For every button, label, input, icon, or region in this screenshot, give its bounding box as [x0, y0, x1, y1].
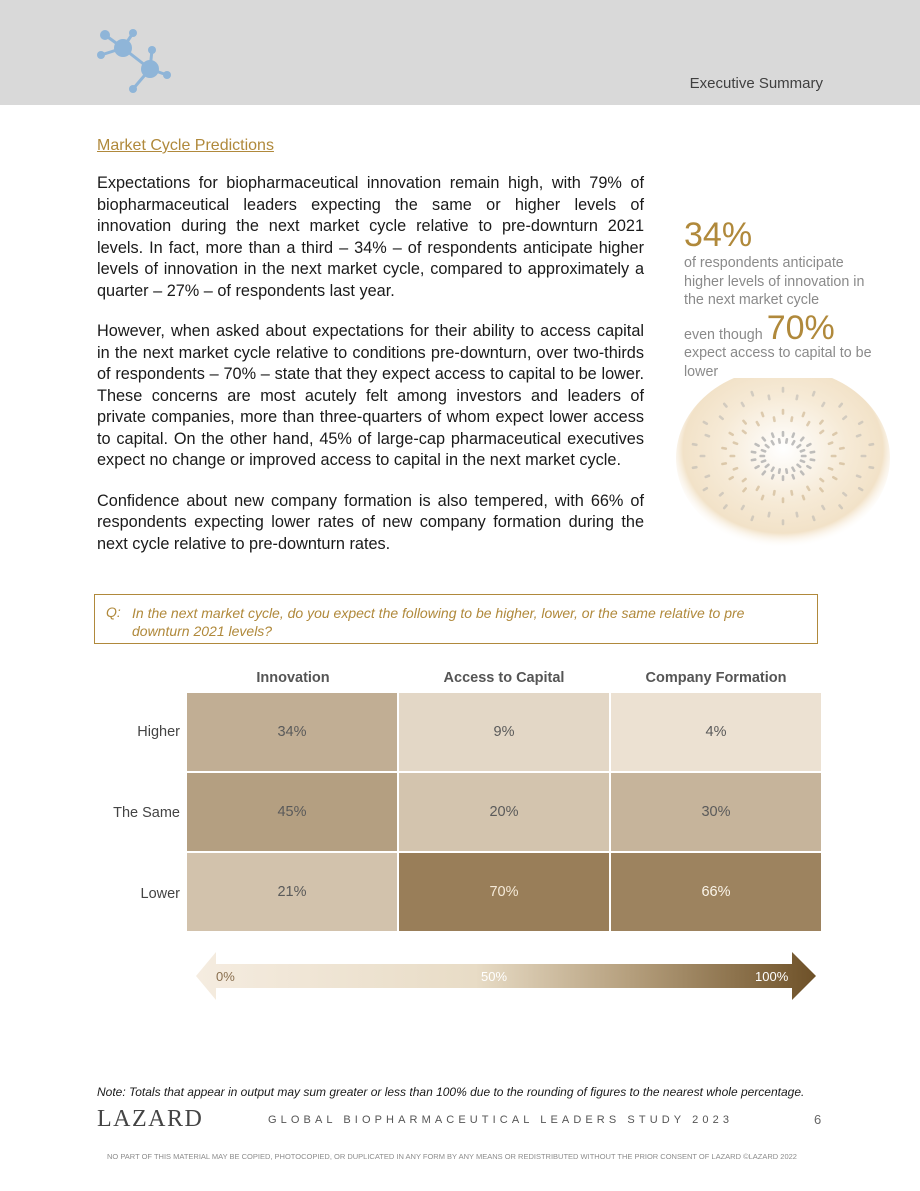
heatmap-cell-lower-access-to-capital: 70% — [399, 853, 609, 931]
section-label: Executive Summary — [689, 75, 823, 92]
stat-capital: 70% — [766, 308, 835, 347]
lazard-logo: LAZARD — [97, 1106, 204, 1132]
scale-label-min: 0% — [216, 969, 235, 984]
paragraph-1: Expectations for biopharmaceutical innovation remain high, with 79% of biopharmaceutical leaders expecting the same or higher levels of innovation during the next market cycle relative to pre-downturn 2021 levels. In fact, more than a third – 34% – of respondents anticipate higher levels of innovation in the next market cycle, compared to approximately a quarter – 27% – of respondents last year. — [97, 174, 644, 300]
question-label: Q: — [106, 604, 121, 620]
row-header-lower: Lower — [140, 886, 180, 902]
capsule-shape — [782, 409, 785, 415]
heatmap-cell-the-same-company-formation: 30% — [611, 773, 821, 851]
scale-label-max: 100% — [755, 969, 789, 984]
capsule-shape — [861, 455, 867, 458]
heatmap-cell-higher-access-to-capital: 9% — [399, 693, 609, 771]
capsule-shape — [782, 519, 785, 525]
capsule-shape — [729, 455, 735, 458]
heatmap-cell-lower-company-formation: 66% — [611, 853, 821, 931]
heatmap-cell-lower-innovation: 21% — [187, 853, 397, 931]
page-number: 6 — [814, 1112, 822, 1127]
study-title: GLOBAL BIOPHARMACEUTICAL LEADERS STUDY 2023 — [268, 1114, 734, 1126]
heatmap-cell-higher-innovation: 34% — [187, 693, 397, 771]
capsule-burst-image — [676, 378, 890, 548]
row-header-higher: Higher — [137, 724, 180, 740]
stat-callout — [684, 216, 874, 381]
stat-innovation-text: of respondents anticipate higher levels of innovation in the next market cycle — [684, 255, 865, 308]
row-header-the-same: The Same — [113, 805, 180, 821]
column-header-access-to-capital: Access to Capital — [443, 670, 565, 686]
page-header — [0, 0, 920, 105]
capsule-shape — [782, 431, 785, 437]
question-text: In the next market cycle, do you expect the following to be higher, lower, or the same relative to pre downturn 2021 levels? — [132, 605, 745, 639]
column-header-company-formation: Company Formation — [645, 670, 787, 686]
scale-label-mid: 50% — [481, 969, 508, 984]
heatmap-cell-the-same-access-to-capital: 20% — [399, 773, 609, 851]
stat-connector: even though — [684, 326, 763, 343]
disclaimer: NO PART OF THIS MATERIAL MAY BE COPIED, PHOTOCOPIED, OR DUPLICATED IN ANY FORM BY ANY MEANS OR REDISTRIBUTED WITHOUT THE PRIOR CONSENT OF LAZARD ©LAZARD 2022 — [107, 1152, 797, 1161]
stat-innovation: 34% — [684, 216, 753, 254]
capsule-shape — [782, 387, 785, 393]
molecule-icon — [95, 25, 175, 97]
capsule-shape — [831, 455, 837, 458]
capsule-shape — [782, 475, 785, 481]
body-text — [97, 173, 644, 574]
stat-capital-text: expect access to capital to be lower — [684, 345, 872, 380]
stat-capital-row — [684, 308, 874, 347]
paragraph-3: Confidence about new company formation is also tempered, with 66% of respondents expecting lower rates of new company formation during the next cycle relative to pre-downturn rates. — [97, 491, 644, 553]
capsule-shape — [700, 455, 706, 458]
capsule-shape — [801, 455, 807, 458]
capsule-shape — [782, 497, 785, 503]
footnote: Note: Totals that appear in output may sum greater or less than 100% due to the rounding of figures to the nearest whole percentage. — [97, 1085, 805, 1099]
survey-question — [94, 594, 818, 644]
column-header-innovation: Innovation — [256, 670, 330, 686]
heatmap-cell-higher-company-formation: 4% — [611, 693, 821, 771]
paragraph-2: However, when asked about expectations for their ability to access capital in the next market cycle relative to conditions pre-downturn, over two-thirds of respondents – 70% – state that they expect access to capital to be lower. These concerns are most acutely felt among investors and leaders of private companies, more than three-quarters of whom expect lower access to capital. On the other hand, 45% of large-cap pharmaceutical executives expect no change or improved access to capital in the next market cycle. — [97, 322, 644, 469]
capsule-shape — [759, 455, 765, 458]
section-subhead: Market Cycle Predictions — [97, 137, 274, 154]
heatmap-cell-the-same-innovation: 45% — [187, 773, 397, 851]
